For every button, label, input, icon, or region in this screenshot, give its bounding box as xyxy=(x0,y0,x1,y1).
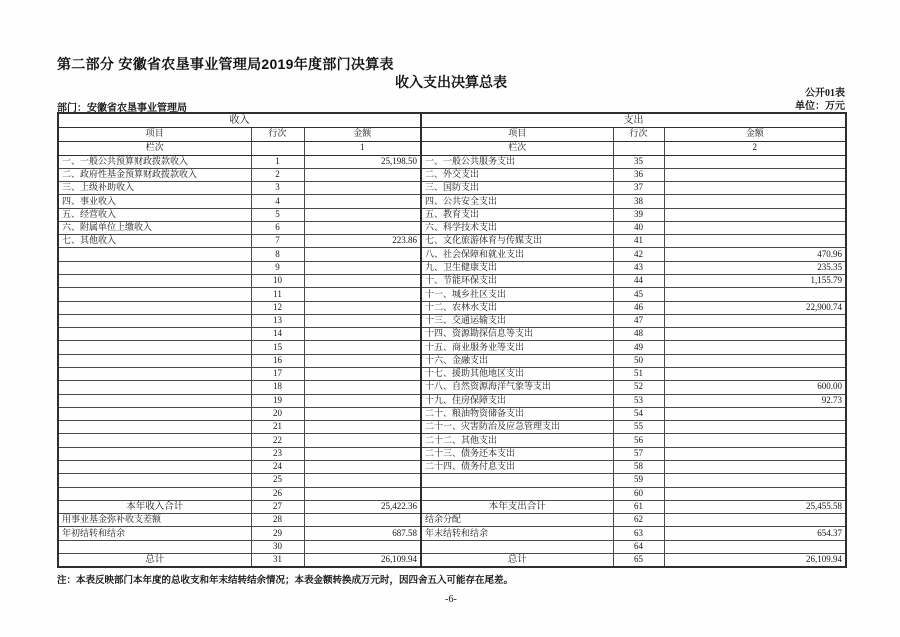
income-line-header: 行次 xyxy=(251,127,304,141)
income-amount-cell xyxy=(304,341,421,354)
expense-line-cell: 65 xyxy=(613,553,664,567)
income-line-cell: 18 xyxy=(251,381,304,394)
expense-item-cell: 九、卫生健康支出 xyxy=(421,261,613,274)
expense-item-cell: 十、节能环保支出 xyxy=(421,275,613,288)
table-row xyxy=(58,407,846,420)
expense-amount-cell xyxy=(664,460,846,473)
income-line-cell: 13 xyxy=(251,314,304,327)
income-line-cell: 10 xyxy=(251,275,304,288)
expense-column-number: 2 xyxy=(664,141,846,155)
table-row xyxy=(58,540,846,553)
department-label: 部门：安徽省农垦事业管理局 xyxy=(57,103,187,114)
expense-item-cell: 二十三、债务还本支出 xyxy=(421,447,613,460)
expense-amount-cell xyxy=(664,474,846,487)
table-row xyxy=(58,275,846,288)
expense-line-cell: 36 xyxy=(613,168,664,181)
table-row xyxy=(58,527,846,540)
income-line-cell: 4 xyxy=(251,195,304,208)
income-item-cell: 四、事业收入 xyxy=(58,195,251,208)
table-row xyxy=(58,354,846,367)
expense-amount-cell xyxy=(664,235,846,248)
income-item-cell xyxy=(58,341,251,354)
expense-amount-header: 金额 xyxy=(664,127,846,141)
income-amount-cell xyxy=(304,182,421,195)
expense-line-cell: 37 xyxy=(613,182,664,195)
income-item-cell xyxy=(58,460,251,473)
table-code: 公开01表 xyxy=(805,88,845,99)
expense-line-cell: 55 xyxy=(613,421,664,434)
income-item-cell xyxy=(58,368,251,381)
table-row xyxy=(58,474,846,487)
income-item-cell: 二、政府性基金预算财政拨款收入 xyxy=(58,168,251,181)
expense-item-cell xyxy=(421,487,613,500)
expense-item-cell: 二十一、灾害防治及应急管理支出 xyxy=(421,421,613,434)
table-row xyxy=(58,248,846,261)
expense-item-cell xyxy=(421,540,613,553)
expense-item-cell: 十五、商业服务业等支出 xyxy=(421,341,613,354)
expense-amount-cell xyxy=(664,368,846,381)
income-item-cell xyxy=(58,434,251,447)
expense-line-cell: 63 xyxy=(613,527,664,540)
expense-line-cell: 60 xyxy=(613,487,664,500)
expense-amount-cell xyxy=(664,208,846,221)
table-row xyxy=(58,341,846,354)
income-amount-cell xyxy=(304,407,421,420)
income-amount-cell xyxy=(304,540,421,553)
income-line-cell: 21 xyxy=(251,421,304,434)
income-line-cell: 15 xyxy=(251,341,304,354)
income-item-cell: 本年收入合计 xyxy=(58,500,251,513)
expense-line-cell: 64 xyxy=(613,540,664,553)
expense-lanci-label: 栏次 xyxy=(421,141,613,155)
income-item-cell xyxy=(58,394,251,407)
income-line-cell: 30 xyxy=(251,540,304,553)
income-amount-cell xyxy=(304,368,421,381)
expense-amount-cell xyxy=(664,447,846,460)
income-amount-cell xyxy=(304,447,421,460)
expense-item-cell: 十八、自然资源海洋气象等支出 xyxy=(421,381,613,394)
expense-line-cell: 42 xyxy=(613,248,664,261)
income-line-cell: 7 xyxy=(251,235,304,248)
expense-lanci-blank xyxy=(613,141,664,155)
expense-line-header: 行次 xyxy=(613,127,664,141)
table-row xyxy=(58,460,846,473)
expense-line-cell: 49 xyxy=(613,341,664,354)
income-line-cell: 29 xyxy=(251,527,304,540)
expense-amount-cell: 25,455.58 xyxy=(664,500,846,513)
expense-item-cell: 七、文化旅游体育与传媒支出 xyxy=(421,235,613,248)
expense-line-cell: 45 xyxy=(613,288,664,301)
income-amount-cell xyxy=(304,474,421,487)
table-body xyxy=(58,155,846,567)
expense-line-cell: 39 xyxy=(613,208,664,221)
income-amount-cell xyxy=(304,168,421,181)
income-line-cell: 31 xyxy=(251,553,304,567)
expense-item-header: 项目 xyxy=(421,127,613,141)
income-item-cell: 五、经营收入 xyxy=(58,208,251,221)
income-line-cell: 28 xyxy=(251,514,304,527)
income-amount-cell: 687.58 xyxy=(304,527,421,540)
expense-item-cell: 二、外交支出 xyxy=(421,168,613,181)
table-row xyxy=(58,368,846,381)
income-amount-cell xyxy=(304,460,421,473)
income-amount-cell xyxy=(304,354,421,367)
income-line-cell: 5 xyxy=(251,208,304,221)
expense-amount-cell: 600.00 xyxy=(664,381,846,394)
table-row xyxy=(58,155,846,168)
table-row xyxy=(58,208,846,221)
expense-item-cell: 三、国防支出 xyxy=(421,182,613,195)
income-item-cell: 总计 xyxy=(58,553,251,567)
income-amount-cell xyxy=(304,487,421,500)
table-title: 收入支出决算总表 xyxy=(395,74,507,90)
income-line-cell: 19 xyxy=(251,394,304,407)
income-item-cell xyxy=(58,354,251,367)
expense-amount-cell xyxy=(664,341,846,354)
table-row xyxy=(58,487,846,500)
table-row xyxy=(58,235,846,248)
expense-item-cell: 十二、农林水支出 xyxy=(421,301,613,314)
table-row xyxy=(58,301,846,314)
expense-amount-cell xyxy=(664,221,846,234)
expense-item-cell: 六、科学技术支出 xyxy=(421,221,613,234)
expense-line-cell: 50 xyxy=(613,354,664,367)
expense-item-cell: 十四、资源勘探信息等支出 xyxy=(421,328,613,341)
expense-line-cell: 58 xyxy=(613,460,664,473)
income-line-cell: 11 xyxy=(251,288,304,301)
income-amount-cell xyxy=(304,381,421,394)
expense-line-cell: 46 xyxy=(613,301,664,314)
income-line-cell: 22 xyxy=(251,434,304,447)
expense-amount-cell xyxy=(664,514,846,527)
income-item-cell xyxy=(58,407,251,420)
expense-item-cell: 本年支出合计 xyxy=(421,500,613,513)
income-amount-cell: 26,109.94 xyxy=(304,553,421,567)
budget-summary-table xyxy=(57,112,847,568)
expense-line-cell: 54 xyxy=(613,407,664,420)
expense-amount-cell: 654.37 xyxy=(664,527,846,540)
income-item-cell: 一、一般公共预算财政拨款收入 xyxy=(58,155,251,168)
table-row xyxy=(58,328,846,341)
income-amount-cell xyxy=(304,434,421,447)
expense-item-cell: 总计 xyxy=(421,553,613,567)
income-amount-cell xyxy=(304,208,421,221)
income-amount-cell xyxy=(304,221,421,234)
income-line-cell: 23 xyxy=(251,447,304,460)
income-item-cell xyxy=(58,421,251,434)
expense-amount-cell: 92.73 xyxy=(664,394,846,407)
expense-amount-cell xyxy=(664,487,846,500)
income-lanci-blank xyxy=(251,141,304,155)
table-row xyxy=(58,421,846,434)
income-line-cell: 1 xyxy=(251,155,304,168)
table-row xyxy=(58,447,846,460)
income-line-cell: 3 xyxy=(251,182,304,195)
income-item-cell xyxy=(58,474,251,487)
page-number: -6- xyxy=(445,594,457,605)
income-amount-cell xyxy=(304,248,421,261)
table-row xyxy=(58,221,846,234)
expense-amount-cell xyxy=(664,328,846,341)
income-amount-cell xyxy=(304,514,421,527)
income-item-cell: 用事业基金弥补收支差额 xyxy=(58,514,251,527)
expense-item-cell: 十一、城乡社区支出 xyxy=(421,288,613,301)
income-line-cell: 27 xyxy=(251,500,304,513)
expense-line-cell: 44 xyxy=(613,275,664,288)
expense-line-cell: 48 xyxy=(613,328,664,341)
expense-amount-cell xyxy=(664,540,846,553)
income-column-number: 1 xyxy=(304,141,421,155)
expense-item-cell: 八、社会保障和就业支出 xyxy=(421,248,613,261)
income-amount-header: 金额 xyxy=(304,127,421,141)
table-row xyxy=(58,514,846,527)
expense-item-cell: 十六、金融支出 xyxy=(421,354,613,367)
table-row xyxy=(58,394,846,407)
table-row xyxy=(58,168,846,181)
income-item-cell xyxy=(58,447,251,460)
expense-item-cell: 结余分配 xyxy=(421,514,613,527)
income-line-cell: 26 xyxy=(251,487,304,500)
expense-item-cell xyxy=(421,474,613,487)
expense-amount-cell xyxy=(664,168,846,181)
table-row xyxy=(58,434,846,447)
expense-line-cell: 61 xyxy=(613,500,664,513)
expense-line-cell: 51 xyxy=(613,368,664,381)
income-item-cell: 三、上级补助收入 xyxy=(58,182,251,195)
income-item-cell xyxy=(58,301,251,314)
section-header-row xyxy=(58,113,846,127)
table-note: 注：本表反映部门本年度的总收支和年末结转结余情况；本表金额转换成万元时，因四舍五入可能存在尾差。 xyxy=(57,576,514,586)
expense-amount-cell xyxy=(664,288,846,301)
expense-amount-cell: 1,155.79 xyxy=(664,275,846,288)
expense-line-cell: 62 xyxy=(613,514,664,527)
expense-item-cell: 十七、援助其他地区支出 xyxy=(421,368,613,381)
expense-item-cell: 十九、住房保障支出 xyxy=(421,394,613,407)
expense-amount-cell xyxy=(664,182,846,195)
income-line-cell: 25 xyxy=(251,474,304,487)
column-index-row xyxy=(58,141,846,155)
income-line-cell: 20 xyxy=(251,407,304,420)
income-line-cell: 17 xyxy=(251,368,304,381)
expense-item-cell: 四、公共安全支出 xyxy=(421,195,613,208)
income-item-cell: 七、其他收入 xyxy=(58,235,251,248)
income-line-cell: 2 xyxy=(251,168,304,181)
income-line-cell: 12 xyxy=(251,301,304,314)
income-item-header: 项目 xyxy=(58,127,251,141)
expense-amount-cell xyxy=(664,195,846,208)
income-lanci-label: 栏次 xyxy=(58,141,251,155)
expense-line-cell: 59 xyxy=(613,474,664,487)
expense-line-cell: 47 xyxy=(613,314,664,327)
expense-line-cell: 38 xyxy=(613,195,664,208)
income-amount-cell xyxy=(304,314,421,327)
expense-line-cell: 35 xyxy=(613,155,664,168)
expense-amount-cell: 26,109.94 xyxy=(664,553,846,567)
expense-amount-cell: 22,900.74 xyxy=(664,301,846,314)
expense-line-cell: 43 xyxy=(613,261,664,274)
table-row xyxy=(58,500,846,513)
expense-amount-cell xyxy=(664,421,846,434)
expense-amount-cell: 235.35 xyxy=(664,261,846,274)
income-line-cell: 8 xyxy=(251,248,304,261)
table-row xyxy=(58,381,846,394)
expense-amount-cell xyxy=(664,354,846,367)
table-row xyxy=(58,288,846,301)
expense-line-cell: 52 xyxy=(613,381,664,394)
income-item-cell xyxy=(58,540,251,553)
column-header-row xyxy=(58,127,846,141)
income-line-cell: 24 xyxy=(251,460,304,473)
expense-line-cell: 57 xyxy=(613,447,664,460)
income-amount-cell xyxy=(304,301,421,314)
income-amount-cell xyxy=(304,421,421,434)
income-item-cell xyxy=(58,314,251,327)
income-amount-cell xyxy=(304,288,421,301)
income-line-cell: 6 xyxy=(251,221,304,234)
expense-line-cell: 40 xyxy=(613,221,664,234)
expense-line-cell: 56 xyxy=(613,434,664,447)
income-line-cell: 14 xyxy=(251,328,304,341)
income-amount-cell: 25,422.36 xyxy=(304,500,421,513)
part-title: 第二部分 安徽省农垦事业管理局2019年度部门决算表 xyxy=(57,56,394,72)
income-amount-cell xyxy=(304,261,421,274)
income-amount-cell: 25,198.50 xyxy=(304,155,421,168)
income-amount-cell xyxy=(304,328,421,341)
income-line-cell: 16 xyxy=(251,354,304,367)
income-amount-cell xyxy=(304,394,421,407)
table-row xyxy=(58,182,846,195)
income-item-cell xyxy=(58,487,251,500)
expense-item-cell: 一、一般公共服务支出 xyxy=(421,155,613,168)
expense-line-cell: 53 xyxy=(613,394,664,407)
table-row xyxy=(58,195,846,208)
expense-amount-cell xyxy=(664,407,846,420)
unit-label: 单位：万元 xyxy=(795,101,845,112)
expense-section-header: 支出 xyxy=(421,113,846,127)
expense-amount-cell xyxy=(664,434,846,447)
expense-item-cell: 二十二、其他支出 xyxy=(421,434,613,447)
income-line-cell: 9 xyxy=(251,261,304,274)
income-item-cell: 年初结转和结余 xyxy=(58,527,251,540)
income-amount-cell xyxy=(304,275,421,288)
income-item-cell xyxy=(58,248,251,261)
expense-amount-cell xyxy=(664,314,846,327)
income-item-cell: 六、附属单位上缴收入 xyxy=(58,221,251,234)
expense-item-cell: 年末结转和结余 xyxy=(421,527,613,540)
table-row xyxy=(58,553,846,567)
expense-line-cell: 41 xyxy=(613,235,664,248)
income-item-cell xyxy=(58,328,251,341)
income-item-cell xyxy=(58,261,251,274)
expense-item-cell: 十三、交通运输支出 xyxy=(421,314,613,327)
expense-item-cell: 五、教育支出 xyxy=(421,208,613,221)
income-item-cell xyxy=(58,288,251,301)
table-row xyxy=(58,314,846,327)
expense-amount-cell: 470.96 xyxy=(664,248,846,261)
table-row xyxy=(58,261,846,274)
income-amount-cell: 223.86 xyxy=(304,235,421,248)
income-section-header: 收入 xyxy=(58,113,421,127)
income-item-cell xyxy=(58,275,251,288)
income-amount-cell xyxy=(304,195,421,208)
income-item-cell xyxy=(58,381,251,394)
expense-amount-cell xyxy=(664,155,846,168)
expense-item-cell: 二十四、债务付息支出 xyxy=(421,460,613,473)
expense-item-cell: 二十、粮油物资储备支出 xyxy=(421,407,613,420)
